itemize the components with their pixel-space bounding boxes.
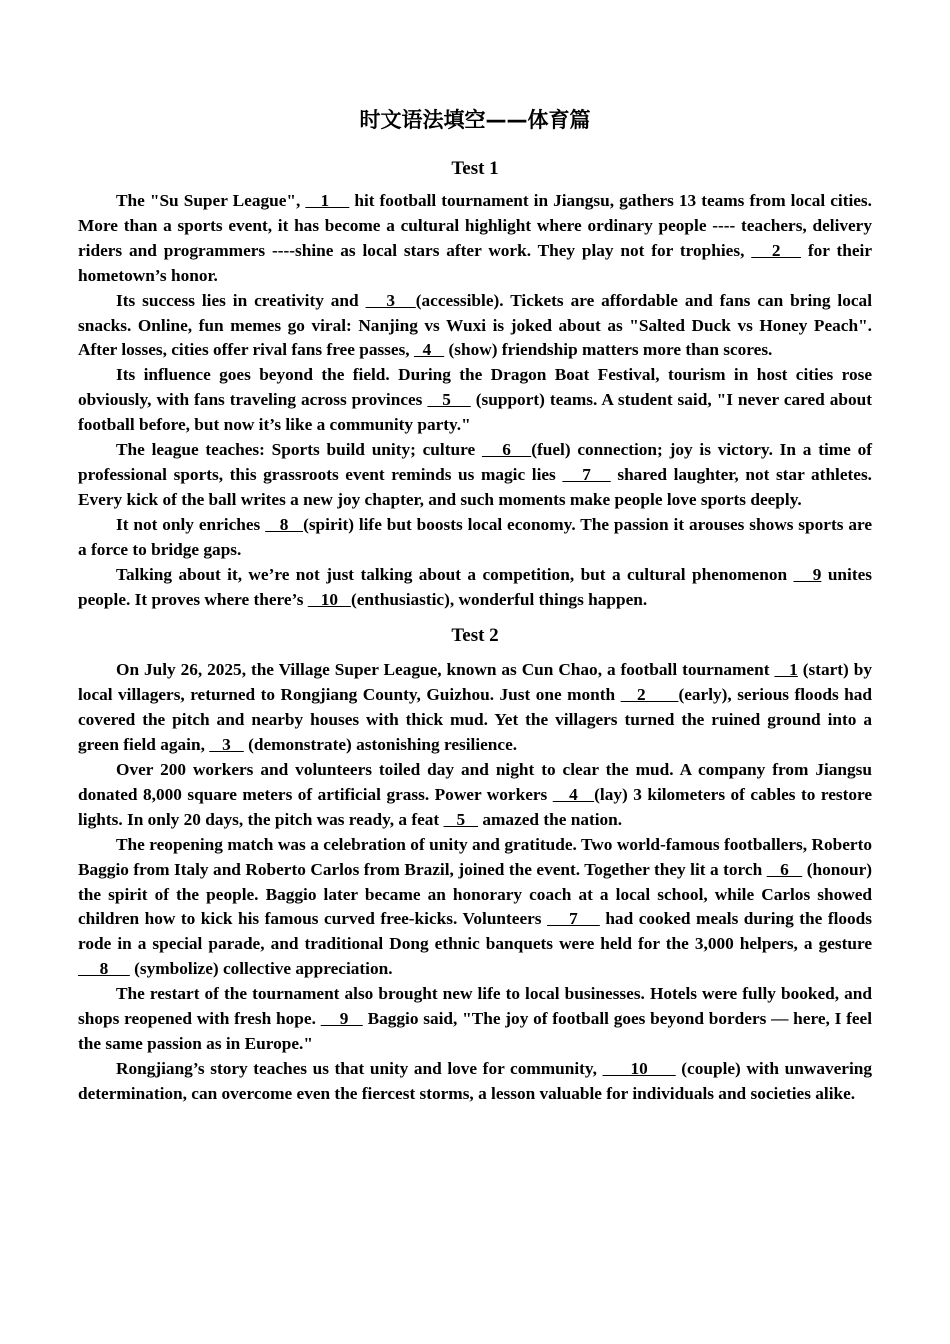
paragraph-text: (demonstrate) astonishing resilience. [243, 735, 518, 755]
test-1-paragraph [78, 438, 872, 513]
answer-blank: 7 [547, 909, 600, 929]
worksheet-page [78, 102, 872, 1107]
test-2-paragraph [78, 833, 872, 982]
answer-blank: 1 [305, 191, 350, 210]
paragraph-text: (enthusiastic), wonderful things happen. [350, 589, 648, 609]
answer-blank: 3 [209, 735, 244, 755]
answer-blank: 2 [751, 240, 802, 260]
paragraph-text: On July 26, 2025, the Village Super League, known as Cun Chao, a football tournament [116, 660, 775, 680]
test-1-paragraph [78, 513, 872, 563]
paragraph-text: (fuel) connection; joy is victory. In a time of professional sports, this grassroots event reminds us magic lies [78, 440, 872, 484]
paragraph-text: (start) by local villagers, returned to Rongjiang County, Guizhou. Just one month [78, 660, 872, 705]
test-2-paragraph [78, 758, 872, 833]
test-1-paragraph [78, 563, 872, 613]
test-2-heading: Test 2 [451, 625, 499, 647]
answer-blank: 9 [793, 564, 822, 584]
paragraph-text: unites people. It proves where there’s [78, 564, 872, 609]
test-2-section [78, 622, 872, 1106]
answer-blank: 6 [481, 440, 532, 460]
paragraph-text: Its influence goes beyond the field. During the Dragon Boat Festival, tourism in host cities rose obviously, with fans traveling across provinces [78, 365, 872, 410]
answer-blank: 5 [427, 390, 471, 410]
paragraph-text: (support) teams. A student said, "I never cared about football before, but now it’s like a community party." [78, 390, 872, 435]
paragraph-text: The reopening match was a celebration of unity and gratitude. Two world-famous footballers, Roberto Baggio from Italy and Roberto Carlos from Brazil, joined the event. Together they lit a torch [78, 834, 872, 879]
test-1-paragraph [78, 189, 872, 289]
paragraph-text: (couple) with unwavering determination, can overcome even the fiercest storms, a lesson valuable for individuals and societies alike. [78, 1058, 873, 1103]
answer-blank: 8 [78, 959, 130, 979]
answer-blank: 4 [552, 784, 595, 804]
paragraph-text: (honour) the spirit of the people. Baggio later became an honorary coach at a local school, while Carlos showed children how to kick his famous curved free-kicks. Volunteers [78, 859, 872, 929]
paragraph-text: The "Su Super League", [116, 191, 306, 210]
test-2-paragraph [78, 658, 872, 758]
paragraph-text: Its success lies in creativity and [116, 290, 366, 310]
paragraph-text: It not only enriches [116, 514, 266, 534]
paragraph-text: shared laughter, not star athletes. Every kick of the ball writes a new joy chapter, and such moments make people love sports deeply. [78, 464, 872, 509]
test-1-paragraph [78, 289, 872, 364]
paragraph-text: (show) friendship matters more than scores. [444, 340, 773, 360]
paragraph-text: The league teaches: Sports build unity; culture [116, 440, 482, 460]
test-2-paragraph [78, 1057, 872, 1107]
paragraph-text: (spirit) life but boosts local economy. The passion it arouses shows sports are a force to bridge gaps. [78, 514, 872, 559]
paragraph-text: (early), serious floods had covered the pitch and nearby houses with thick mud. Yet the villagers turned the ruined ground into a green field again, [78, 685, 873, 755]
paragraph-text: Baggio said, "The joy of football goes beyond borders — here, I feel the same passion as in Europe." [78, 1009, 872, 1053]
paragraph-text: (lay) 3 kilometers of cables to restore lights. In only 20 days, the pitch was ready, a feat [78, 784, 873, 829]
paragraph-text: Talking about it, we’re not just talking about a competition, but a cultural phenomenon [116, 564, 794, 584]
answer-blank: 1 [774, 660, 798, 680]
paragraph-text: The restart of the tournament also brought new life to local businesses. Hotels were fully booked, and shops reopened with fresh hope. [78, 984, 872, 1029]
answer-blank: 7 [562, 464, 611, 484]
paragraph-text: for their hometown’s honor. [78, 240, 873, 285]
paragraph-text: hit football tournament in Jiangsu, gathers 13 teams from local cities. More than a sports event, it has become a cultural highlight where ordinary people ---- teachers, delivery riders and programmers ----shine as local stars after work. They play not for trophies, [78, 191, 872, 260]
test-1-paragraph [78, 363, 872, 438]
paragraph-text: (accessible). Tickets are affordable and fans can bring local snacks. Online, fun memes go viral: Nanjing vs Wuxi is joked about as "Salted Duck vs Honey Peach". After losses, cities offer rival fans free passes, [78, 290, 872, 360]
answer-blank: 6 [766, 859, 803, 879]
test-1-section [78, 155, 872, 612]
answer-blank: 9 [320, 1009, 363, 1029]
answer-blank: 2 [620, 685, 679, 705]
answer-blank: 10 [307, 589, 351, 609]
paragraph-text: (symbolize) collective appreciation. [129, 959, 393, 979]
test-2-paragraph [78, 982, 872, 1057]
answer-blank: 3 [365, 290, 416, 310]
paragraph-text: Rongjiang’s story teaches us that unity and love for community, [116, 1058, 603, 1078]
answer-blank: 8 [265, 514, 304, 534]
document-title: 时文语法填空——体育篇 [359, 108, 591, 132]
paragraph-text: Over 200 workers and volunteers toiled day and night to clear the mud. A company from Jiangsu donated 8,000 square meters of artificial grass. Power workers [78, 760, 872, 804]
paragraph-text: amazed the nation. [478, 809, 623, 829]
answer-blank: 10 [602, 1058, 676, 1078]
answer-blank: 4 [413, 340, 445, 360]
test-1-heading: Test 1 [451, 158, 499, 179]
paragraph-text: had cooked meals during the floods rode in a special parade, and traditional Dong ethnic banquets were held for the 3,000 helpers, a gesture [78, 909, 872, 954]
answer-blank: 5 [443, 809, 479, 829]
